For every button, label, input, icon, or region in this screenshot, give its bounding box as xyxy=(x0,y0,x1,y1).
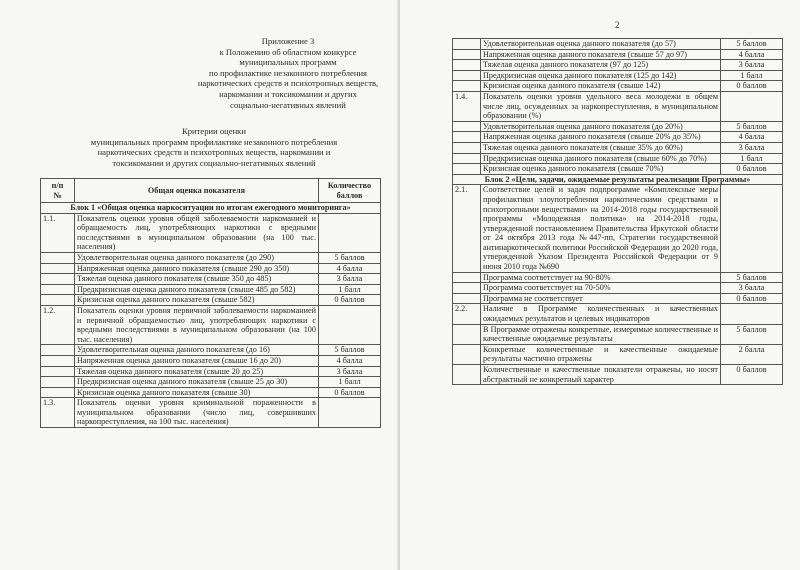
criterion-text: Удовлетворительная оценка данного показателя (до 20%) xyxy=(481,121,721,132)
criterion-text: Программа соответствует на 70-50% xyxy=(481,283,721,294)
appendix-line: наркотических средств и психотропных веществ, xyxy=(197,78,379,89)
score-cell xyxy=(721,185,783,272)
row-number xyxy=(453,70,481,81)
indicator-row xyxy=(453,91,783,121)
criterion-text: Конкретные количественные и качественные ожидаемые результаты частично отражены xyxy=(481,344,721,364)
row-number xyxy=(41,387,75,398)
appendix-line: Приложение 3 xyxy=(261,36,315,46)
row-number: 1.2. xyxy=(41,305,75,344)
score-cell: 3 балла xyxy=(721,283,783,294)
score-cell: 0 баллов xyxy=(319,295,381,306)
score-cell: 5 баллов xyxy=(319,345,381,356)
criterion-row xyxy=(41,355,381,366)
criterion-text: Кризисная оценка данного показателя (свыше 30) xyxy=(75,387,319,398)
score-cell: 0 баллов xyxy=(721,81,783,92)
row-number xyxy=(453,153,481,164)
row-number xyxy=(41,377,75,388)
row-number xyxy=(453,283,481,294)
criterion-row xyxy=(453,60,783,71)
score-cell: 4 балла xyxy=(721,49,783,60)
criterion-text: Количественные и качественные показатели отражены, но носят абстрактный не конкретный характер xyxy=(481,365,721,385)
criterion-text: Удовлетворительная оценка данного показателя (до 16) xyxy=(75,345,319,356)
score-cell: 4 балла xyxy=(721,132,783,143)
row-number xyxy=(41,355,75,366)
criterion-row xyxy=(453,142,783,153)
indicator-text: Показатель оценки уровня общей заболеваемости наркоманией и обращаемость лиц, употребляющих наркотики с вредными последствиями в муниципальном образовании (на 100 тыс. населения) xyxy=(75,213,319,252)
criterion-row xyxy=(453,121,783,132)
score-cell: 2 балла xyxy=(721,344,783,364)
appendix-line: социально-негативных явлений xyxy=(230,99,346,110)
criterion-row xyxy=(41,263,381,274)
indicator-text: Показатель оценки уровня криминальной пораженности в муниципальном образовании (число лиц, совершивших наркопреступления, на 100 тыс. населения) xyxy=(75,398,319,428)
row-number xyxy=(453,81,481,92)
appendix-line: муниципальных программ xyxy=(239,57,337,68)
score-cell xyxy=(721,91,783,121)
row-number xyxy=(41,274,75,285)
criterion-row xyxy=(453,344,783,364)
appendix-line: к Положению об областном конкурсе xyxy=(219,46,357,57)
row-number xyxy=(453,164,481,175)
criterion-row xyxy=(453,324,783,344)
criterion-row xyxy=(41,295,381,306)
score-cell: 3 балла xyxy=(721,142,783,153)
criterion-row xyxy=(41,252,381,263)
page-number: 2 xyxy=(615,20,620,30)
row-number xyxy=(453,272,481,283)
indicator-text: Соответствие целей и задач подпрограмме «Комплексные меры профилактики злоупотребления наркотическими средствами и психотропными веществами» на 2014-2018 годы государственной программы «Молодежная политика» на 2014-2018 годы, утвержденной постановлением Правительства Иркутской области от 24 октября 2013 года №447-пп, Стратегии государственной антинаркотической политики Российской Федерации до 2020 года, утвержденной Указом Президента Российской Федерации от 9 июня 2010 года №690 xyxy=(481,185,721,272)
score-cell: 4 балла xyxy=(319,355,381,366)
score-cell: 0 баллов xyxy=(721,365,783,385)
block-heading-row xyxy=(41,203,381,214)
table-header-row xyxy=(41,179,381,203)
row-number xyxy=(453,142,481,153)
criterion-text: Тяжелая оценка данного показателя (свыше 350 до 485) xyxy=(75,274,319,285)
criterion-row xyxy=(453,39,783,50)
header-num: п/п № xyxy=(41,179,75,203)
criterion-text: Напряженная оценка данного показателя (свыше 290 до 350) xyxy=(75,263,319,274)
criterion-text: Напряженная оценка данного показателя (свыше 20% до 35%) xyxy=(481,132,721,143)
row-number xyxy=(453,365,481,385)
block-heading: Блок 2 «Цели, задачи, ожидаемые результаты реализации Программы» xyxy=(453,174,783,185)
indicator-text: Показатель оценки уровня удельного веса молодежи в общем числе лиц, осужденных за наркопреступления, в муниципальном образовании (%) xyxy=(481,91,721,121)
score-cell: 1 балл xyxy=(319,377,381,388)
criterion-text: Кризисная оценка данного показателя (свыше 142) xyxy=(481,81,721,92)
score-cell: 3 балла xyxy=(721,60,783,71)
criterion-text: Напряженная оценка данного показателя (свыше 57 до 97) xyxy=(481,49,721,60)
score-cell xyxy=(319,305,381,344)
row-number: 1.4. xyxy=(453,91,481,121)
row-number xyxy=(41,263,75,274)
row-number xyxy=(453,60,481,71)
row-number xyxy=(41,366,75,377)
criterion-text: Программа соответствует на 90-80% xyxy=(481,272,721,283)
row-number xyxy=(453,121,481,132)
row-number xyxy=(41,284,75,295)
score-cell: 0 баллов xyxy=(319,387,381,398)
score-cell: 0 баллов xyxy=(721,293,783,304)
indicator-row xyxy=(41,398,381,428)
score-cell: 5 баллов xyxy=(721,324,783,344)
criterion-row xyxy=(453,283,783,294)
criteria-heading xyxy=(54,126,374,168)
row-number xyxy=(41,252,75,263)
indicator-row xyxy=(41,305,381,344)
criterion-row xyxy=(41,284,381,295)
criterion-row xyxy=(41,366,381,377)
criterion-text: Кризисная оценка данного показателя (свыше 70%) xyxy=(481,164,721,175)
row-number xyxy=(41,345,75,356)
criteria-line: наркотических средств и психотропных веществ, наркомании и xyxy=(97,147,331,158)
indicator-row xyxy=(453,185,783,272)
block-heading-row xyxy=(453,174,783,185)
score-cell: 4 балла xyxy=(319,263,381,274)
indicator-text: Показатель оценки уровня первичной заболеваемости наркоманией и первичной обращаемостью лиц, употребляющих наркотики с вредными последствиями в муниципальном образовании (на 100 тыс. населения) xyxy=(75,305,319,344)
appendix-line: по профилактике незаконного потребления xyxy=(208,67,368,78)
criterion-text: Удовлетворительная оценка данного показателя (до 57) xyxy=(481,39,721,50)
criterion-text: Напряженная оценка данного показателя (свыше 16 до 20) xyxy=(75,355,319,366)
score-cell xyxy=(721,304,783,324)
row-number xyxy=(453,39,481,50)
criterion-row xyxy=(41,274,381,285)
row-number xyxy=(453,293,481,304)
criterion-text: Тяжелая оценка данного показателя (свыше 20 до 25) xyxy=(75,366,319,377)
criterion-row xyxy=(453,365,783,385)
row-number xyxy=(41,295,75,306)
criterion-text: Предкризисная оценка данного показателя (125 до 142) xyxy=(481,70,721,81)
header-score: Количество баллов xyxy=(319,179,381,203)
criterion-row xyxy=(453,49,783,60)
criterion-row xyxy=(41,377,381,388)
criterion-row xyxy=(453,81,783,92)
criterion-text: Тяжелая оценка данного показателя (свыше 35% до 60%) xyxy=(481,142,721,153)
score-cell xyxy=(319,213,381,252)
row-number: 1.1. xyxy=(41,213,75,252)
criterion-row xyxy=(41,345,381,356)
criterion-text: Программа не соответствует xyxy=(481,293,721,304)
criterion-row xyxy=(453,132,783,143)
score-cell xyxy=(319,398,381,428)
header-name: Общая оценка показателя xyxy=(75,179,319,203)
score-cell: 5 баллов xyxy=(721,272,783,283)
criterion-text: Кризисная оценка данного показателя (свыше 582) xyxy=(75,295,319,306)
criteria-line: токсикомании и других социально-негативных явлений xyxy=(112,157,316,168)
indicator-row xyxy=(453,304,783,324)
criteria-line: муниципальных программ профилактике незаконного потребления xyxy=(90,136,338,147)
row-number xyxy=(453,324,481,344)
row-number xyxy=(453,49,481,60)
criteria-table-right xyxy=(452,38,783,385)
criteria-table-left xyxy=(40,178,381,428)
criterion-row xyxy=(453,164,783,175)
row-number xyxy=(453,132,481,143)
score-cell: 5 баллов xyxy=(319,252,381,263)
criterion-row xyxy=(41,387,381,398)
score-cell: 0 баллов xyxy=(721,164,783,175)
criterion-text: Тяжелая оценка данного показателя (97 до 125) xyxy=(481,60,721,71)
row-number xyxy=(453,344,481,364)
indicator-row xyxy=(41,213,381,252)
score-cell: 3 балла xyxy=(319,366,381,377)
score-cell: 5 баллов xyxy=(721,121,783,132)
criterion-row xyxy=(453,293,783,304)
right-page xyxy=(400,0,800,570)
score-cell: 1 балл xyxy=(721,153,783,164)
appendix-line: наркомании и токсикомании и других xyxy=(219,88,357,99)
score-cell: 5 баллов xyxy=(721,39,783,50)
criterion-row xyxy=(453,153,783,164)
criterion-text: Предкризисная оценка данного показателя (свыше 485 до 582) xyxy=(75,284,319,295)
criteria-title: Критерии оценки xyxy=(182,126,246,136)
criterion-row xyxy=(453,70,783,81)
row-number: 2.1. xyxy=(453,185,481,272)
block-heading: Блок 1 «Общая оценка наркоситуации по итогам ежегодного мониторинга» xyxy=(41,203,381,214)
criterion-text: В Программе отражены конкретные, измеримые количественные и качественные ожидаемые результаты xyxy=(481,324,721,344)
score-cell: 3 балла xyxy=(319,274,381,285)
appendix-header xyxy=(188,36,388,110)
criterion-row xyxy=(453,272,783,283)
row-number: 1.3. xyxy=(41,398,75,428)
criterion-text: Предкризисная оценка данного показателя (свыше 60% до 70%) xyxy=(481,153,721,164)
score-cell: 1 балл xyxy=(319,284,381,295)
criterion-text: Удовлетворительная оценка данного показателя (до 290) xyxy=(75,252,319,263)
criterion-text: Предкризисная оценка данного показателя (свыше 25 до 30) xyxy=(75,377,319,388)
score-cell: 1 балл xyxy=(721,70,783,81)
indicator-text: Наличие в Программе количественных и качественных ожидаемых результатов и целевых индикаторов xyxy=(481,304,721,324)
row-number: 2.2. xyxy=(453,304,481,324)
